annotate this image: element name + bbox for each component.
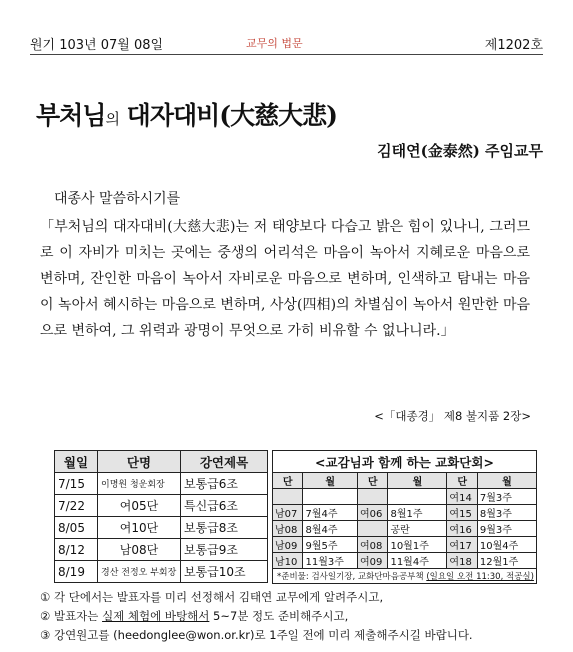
group-cell bbox=[273, 489, 303, 505]
month-cell: 8월1주 bbox=[388, 505, 447, 521]
table-row bbox=[273, 489, 537, 505]
header-month: 월 bbox=[388, 473, 447, 489]
month-cell: 10월4주 bbox=[477, 537, 536, 553]
month-cell: 11월3주 bbox=[303, 553, 358, 569]
note-2 bbox=[40, 607, 473, 626]
meeting-note bbox=[273, 569, 537, 584]
table-row bbox=[55, 495, 268, 517]
header-date: 월일 bbox=[55, 451, 98, 473]
header-month: 월 bbox=[303, 473, 358, 489]
instruction-notes bbox=[40, 588, 473, 645]
month-cell: 9월5주 bbox=[303, 537, 358, 553]
header-divider bbox=[30, 54, 543, 55]
group-cell: 여06 bbox=[357, 505, 387, 521]
schedule-team: 여05단 bbox=[98, 495, 181, 517]
issue-date: 원기 103년 07월 08일 bbox=[30, 38, 164, 53]
table-row bbox=[55, 561, 268, 583]
group-cell: 남09 bbox=[273, 537, 303, 553]
schedule-date: 7/15 bbox=[55, 473, 98, 495]
schedule-date: 7/22 bbox=[55, 495, 98, 517]
header-topic: 강연제목 bbox=[181, 451, 268, 473]
section-label: 교무의 법문 bbox=[246, 37, 303, 50]
group-cell bbox=[357, 521, 387, 537]
group-cell: 여08 bbox=[357, 537, 387, 553]
month-cell: 8월4주 bbox=[303, 521, 358, 537]
note-2-a: ② 발표자는 bbox=[40, 609, 103, 623]
month-cell: 8월3주 bbox=[477, 505, 536, 521]
note-2-c: 5~7분 정도 준비해주시고, bbox=[209, 609, 349, 623]
intro-line: 대종사 말씀하시기를 bbox=[54, 191, 181, 207]
schedule-date: 8/12 bbox=[55, 539, 98, 561]
issue-number: 제1202호 bbox=[484, 38, 543, 53]
table-row bbox=[273, 553, 537, 569]
meeting-note-time: (일요일 오전 11:30, 적공실) bbox=[426, 572, 534, 582]
schedule-topic: 보통급8조 bbox=[181, 517, 268, 539]
schedule-date: 8/19 bbox=[55, 561, 98, 583]
month-cell: 공란 bbox=[388, 521, 447, 537]
month-cell: 11월4주 bbox=[388, 553, 447, 569]
schedule-topic: 보통급6조 bbox=[181, 473, 268, 495]
group-cell: 여14 bbox=[447, 489, 477, 505]
table-row bbox=[55, 473, 268, 495]
table-row bbox=[55, 539, 268, 561]
month-cell bbox=[388, 489, 447, 505]
group-cell: 남07 bbox=[273, 505, 303, 521]
table-row bbox=[273, 521, 537, 537]
schedule-topic: 보통급10조 bbox=[181, 561, 268, 583]
group-cell: 남10 bbox=[273, 553, 303, 569]
table-row bbox=[55, 517, 268, 539]
author-name: 김태연(金泰然) 주임교무 bbox=[377, 142, 543, 160]
meeting-note-prefix: *준비물: 검사일기장, 교화단마음공부책 bbox=[277, 572, 427, 582]
table-header-row bbox=[273, 473, 537, 489]
schedule-team: 경산 전정오 부회장 bbox=[98, 561, 181, 583]
scripture-source: <「대종경」 제8 불지품 2장> bbox=[374, 409, 531, 423]
meeting-table-caption: <교감님과 함께 하는 교화단회> bbox=[273, 451, 537, 473]
schedule-team: 남08단 bbox=[98, 539, 181, 561]
note-2-b: 실제 체험에 바탕해서 bbox=[102, 609, 210, 623]
header-team: 단명 bbox=[98, 451, 181, 473]
group-cell: 여17 bbox=[447, 537, 477, 553]
month-cell: 9월3주 bbox=[477, 521, 536, 537]
title-part2: 대자대비(大慈大悲) bbox=[126, 101, 337, 130]
group-cell: 여18 bbox=[447, 553, 477, 569]
month-cell: 12월1주 bbox=[477, 553, 536, 569]
lecture-schedule-table bbox=[54, 450, 268, 583]
page-title bbox=[36, 96, 337, 132]
header-month: 월 bbox=[477, 473, 536, 489]
table-header-row bbox=[55, 451, 268, 473]
header-group: 단 bbox=[357, 473, 387, 489]
scripture-paragraph: 「부처님의 대자대비(大慈大悲)는 저 태양보다 다습고 밝은 힘이 있나니, 그러므로 이 자비가 미치는 곳에는 중생의 어리석은 마음이 녹아서 지혜로운 마음으로 변하며, 잔인한 마음이 녹아서 자비로운 마음으로 변하며, 인색하고 탐내는 마음이 녹아서 혜시하는 마음으로 변하며, 사상(四相)의 차별심이 녹아서 원만한 마음으로 변하여, 그 위력과 광명이 무엇으로 가히 비유할 수 없나니라.」 bbox=[40, 219, 530, 339]
month-cell: 10월1주 bbox=[388, 537, 447, 553]
month-cell: 7월4주 bbox=[303, 505, 358, 521]
group-cell: 남08 bbox=[273, 521, 303, 537]
note-1: ① 각 단에서는 발표자를 미리 선정해서 김태연 교무에게 알려주시고, bbox=[40, 590, 384, 604]
table-row bbox=[273, 505, 537, 521]
month-cell bbox=[303, 489, 358, 505]
schedule-team: 여10단 bbox=[98, 517, 181, 539]
group-cell: 여15 bbox=[447, 505, 477, 521]
title-particle: 의 bbox=[105, 110, 119, 128]
schedule-date: 8/05 bbox=[55, 517, 98, 539]
header-group: 단 bbox=[447, 473, 477, 489]
header-group: 단 bbox=[273, 473, 303, 489]
note-3: ③ 강연원고를 (heedonglee@won.or.kr)로 1주일 전에 미리 제출해주시길 바랍니다. bbox=[40, 628, 473, 642]
month-cell: 7월3주 bbox=[477, 489, 536, 505]
group-cell: 여16 bbox=[447, 521, 477, 537]
schedule-topic: 특신급6조 bbox=[181, 495, 268, 517]
table-row bbox=[273, 537, 537, 553]
schedule-topic: 보통급9조 bbox=[181, 539, 268, 561]
group-cell: 여09 bbox=[357, 553, 387, 569]
schedule-team: 이명원 청운회장 bbox=[98, 473, 181, 495]
title-part1: 부처님 bbox=[36, 101, 106, 130]
meeting-schedule-table bbox=[272, 450, 537, 584]
group-cell bbox=[357, 489, 387, 505]
